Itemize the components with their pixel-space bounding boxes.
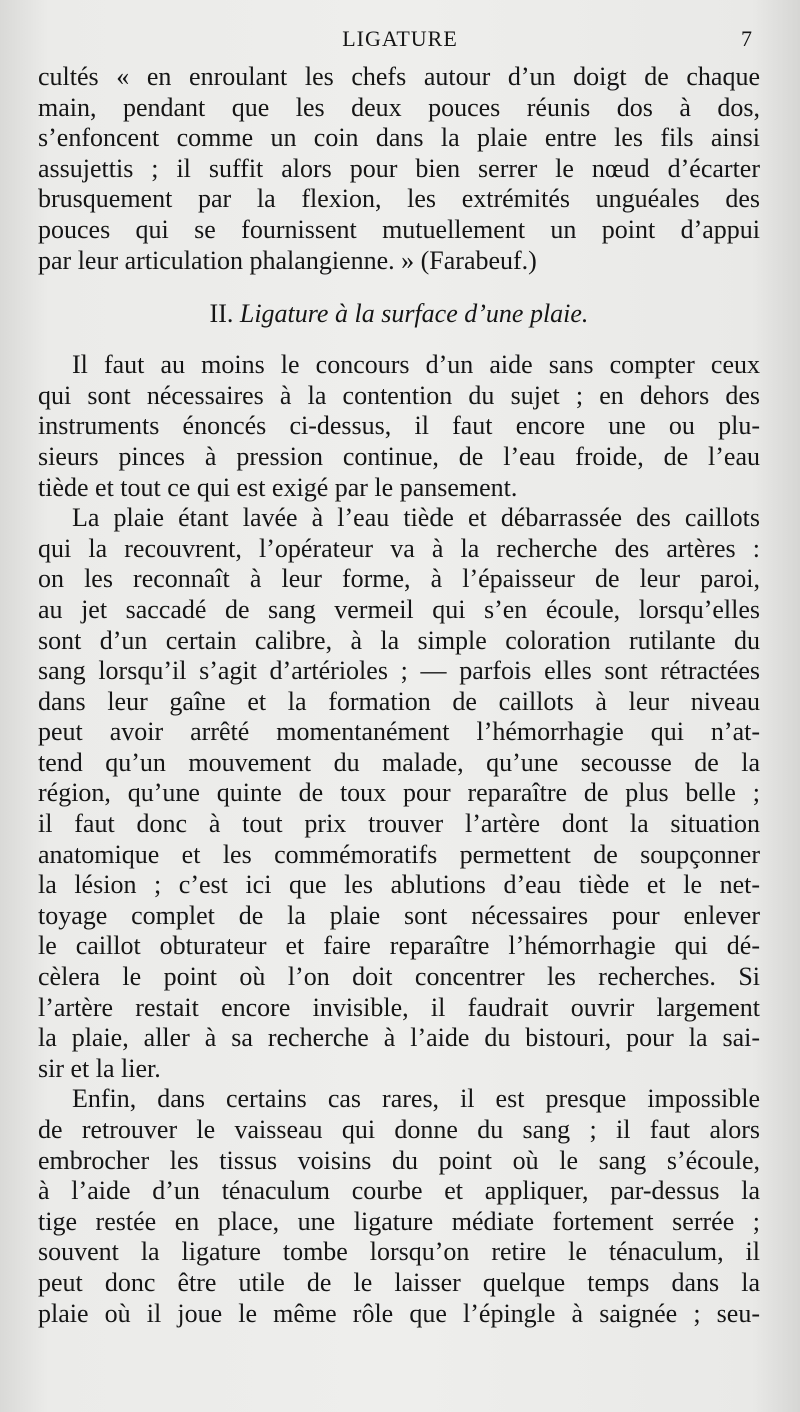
text-line: main, pendant que les deux pouces réunis dos à dos, <box>38 92 760 122</box>
running-header <box>0 22 800 56</box>
text-line: instruments énoncés ci-dessus, il faut encore une ou plu- <box>38 411 760 441</box>
text-line: sang lorsqu’il s’agit d’artérioles ; — parfois elles sont rétractées <box>38 656 760 686</box>
paragraph-2 <box>38 350 760 503</box>
text-line: toyage complet de la plaie sont nécessaires pour enlever <box>38 900 760 930</box>
text-line: peut avoir arrêté momentanément l’hémorrhagie qui n’at- <box>38 717 760 747</box>
text-line: sir et la lier. <box>38 1053 161 1083</box>
text-line: Enfin, dans certains cas rares, il est presque impossible <box>72 1084 760 1114</box>
text-line: on les reconnaît à leur forme, à l’épaisseur de leur paroi, <box>38 564 760 594</box>
text-line: qui sont nécessaires à la contention du sujet ; en dehors des <box>38 380 760 410</box>
text-line: peut donc être utile de le laisser quelque temps dans la <box>38 1267 760 1297</box>
text-line: le caillot obturateur et faire reparaître l’hémorrhagie qui dé- <box>38 931 760 961</box>
text-line: anatomique et les commémoratifs permettent de soupçonner <box>38 839 760 869</box>
text-line: au jet saccadé de sang vermeil qui s’en écoule, lorsqu’elles <box>38 594 760 624</box>
text-line: souvent la ligature tombe lorsqu’on retire le ténaculum, il <box>38 1237 760 1267</box>
text-line: par leur articulation phalangienne. » (Farabeuf.) <box>38 245 537 275</box>
text-line: s’enfoncent comme un coin dans la plaie entre les fils ainsi <box>38 123 760 153</box>
paragraph-3 <box>38 503 760 1084</box>
text-line: dans leur gaîne et la formation de caillots à leur niveau <box>38 686 760 716</box>
text-line: embrocher les tissus voisins du point où le sang s’écoule, <box>38 1145 760 1175</box>
text-line: à l’aide d’un ténaculum courbe et appliquer, par-dessus la <box>38 1176 760 1206</box>
text-line: l’artère restait encore invisible, il faudrait ouvrir largement <box>38 992 760 1022</box>
text-line: tiède et tout ce qui est exigé par le pansement. <box>38 472 518 502</box>
paragraph-1 <box>38 62 760 276</box>
text-line: qui la recouvrent, l’opérateur va à la recherche des artères : <box>38 533 760 563</box>
text-line: tige restée en place, une ligature médiate fortement serrée ; <box>38 1206 760 1236</box>
body-text <box>38 62 760 1329</box>
text-line: La plaie étant lavée à l’eau tiède et débarrassée des caillots <box>72 503 760 533</box>
text-line: sont d’un certain calibre, à la simple coloration rutilante du <box>38 625 760 655</box>
section-heading <box>38 299 760 329</box>
section-title: Ligature à la surface d’une plaie. <box>239 299 589 329</box>
running-title: LIGATURE <box>342 26 458 51</box>
text-line: pouces qui se fournissent mutuellement un point d’appui <box>38 214 760 244</box>
text-line: région, qu’une quinte de toux pour reparaître de plus belle ; <box>38 778 760 808</box>
text-line: sieurs pinces à pression continue, de l’eau froide, de l’eau <box>38 441 760 471</box>
text-line: tend qu’un mouvement du malade, qu’une secousse de la <box>38 747 760 777</box>
text-line: brusquement par la flexion, les extrémités unguéales des <box>38 184 760 214</box>
text-line: de retrouver le vaisseau qui donne du sang ; il faut alors <box>38 1115 760 1144</box>
text-line: la plaie, aller à sa recherche à l’aide du bistouri, pour la sai- <box>38 1023 760 1053</box>
text-line: assujettis ; il suffit alors pour bien serrer le nœud d’écarter <box>38 153 760 183</box>
text-line: Il faut au moins le concours d’un aide sans compter ceux <box>72 350 760 380</box>
text-line: la lésion ; c’est ici que les ablutions d’eau tiède et le net- <box>38 870 760 900</box>
text-line: cultés « en enroulant les chefs autour d’un doigt de chaque <box>38 62 760 91</box>
text-line: cèlera le point où l’on doit concentrer les recherches. Si <box>38 962 760 992</box>
text-line: il faut donc à tout prix trouver l’artère dont la situation <box>38 809 760 839</box>
page-number: 7 <box>741 26 752 51</box>
section-number: II. <box>209 299 234 329</box>
paragraph-4 <box>38 1084 760 1329</box>
text-line: plaie où il joue le même rôle que l’épingle à saignée ; seu- <box>38 1298 760 1328</box>
